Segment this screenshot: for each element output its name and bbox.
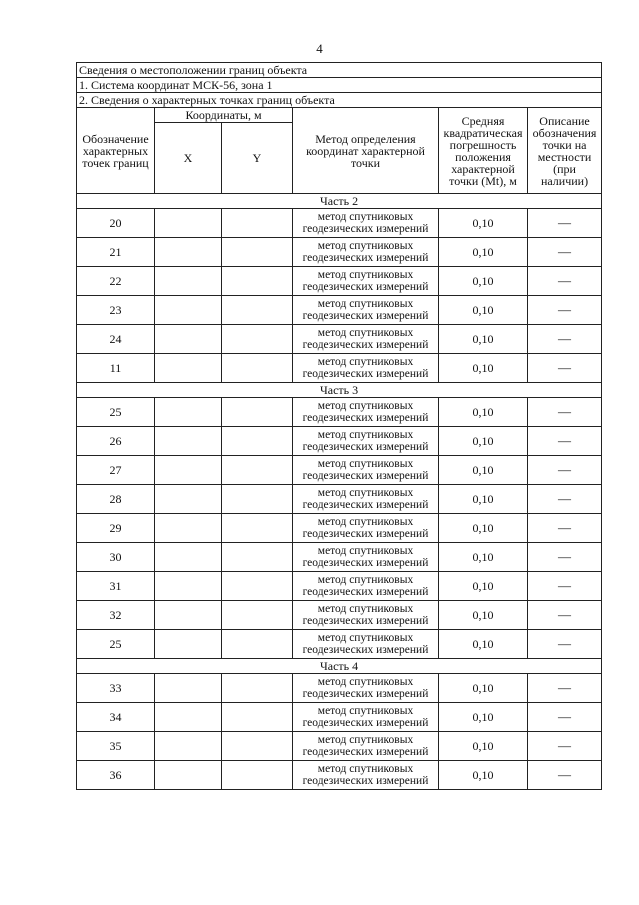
point-number: 30	[77, 543, 155, 572]
table-row	[77, 427, 602, 456]
description-cell: —	[528, 267, 602, 296]
info-row-coordinate-system	[77, 78, 602, 93]
error-cell: 0,10	[439, 209, 528, 238]
section-row	[77, 194, 602, 209]
point-number: 29	[77, 514, 155, 543]
method-cell: метод спутниковых геодезических измерений	[293, 761, 439, 790]
error-cell: 0,10	[439, 267, 528, 296]
point-number: 22	[77, 267, 155, 296]
table-row	[77, 514, 602, 543]
coordinate-x	[155, 209, 222, 238]
coordinate-y	[222, 674, 293, 703]
coordinate-y	[222, 703, 293, 732]
description-cell: —	[528, 209, 602, 238]
point-number: 28	[77, 485, 155, 514]
point-number: 11	[77, 354, 155, 383]
coordinate-y	[222, 732, 293, 761]
table-row	[77, 325, 602, 354]
description-cell: —	[528, 630, 602, 659]
coordinate-x	[155, 398, 222, 427]
coordinate-y	[222, 572, 293, 601]
coordinate-y	[222, 296, 293, 325]
header-designation: Обозначение характерных точек границ	[77, 108, 155, 194]
point-number: 31	[77, 572, 155, 601]
coordinate-y	[222, 761, 293, 790]
description-cell: —	[528, 572, 602, 601]
method-cell: метод спутниковых геодезических измерений	[293, 732, 439, 761]
header-x: X	[155, 123, 222, 194]
info-row-location	[77, 63, 602, 78]
table-row	[77, 572, 602, 601]
coordinate-y	[222, 456, 293, 485]
method-cell: метод спутниковых геодезических измерений	[293, 238, 439, 267]
section-title: Часть 2	[77, 194, 602, 209]
error-cell: 0,10	[439, 296, 528, 325]
method-cell: метод спутниковых геодезических измерений	[293, 703, 439, 732]
coordinate-y	[222, 630, 293, 659]
error-cell: 0,10	[439, 514, 528, 543]
point-number: 32	[77, 601, 155, 630]
header-row-1	[77, 108, 602, 123]
coordinate-x	[155, 761, 222, 790]
section-row	[77, 659, 602, 674]
coordinate-x	[155, 572, 222, 601]
header-error: Средняя квадратическая погрешность положения характерной точки (Mt), м	[439, 108, 528, 194]
info-location: Сведения о местоположении границ объекта	[77, 63, 602, 78]
method-cell: метод спутниковых геодезических измерений	[293, 209, 439, 238]
description-cell: —	[528, 354, 602, 383]
point-number: 34	[77, 703, 155, 732]
table-row	[77, 485, 602, 514]
section-row	[77, 383, 602, 398]
error-cell: 0,10	[439, 398, 528, 427]
page-number: 4	[316, 41, 323, 56]
table-row	[77, 674, 602, 703]
coordinate-y	[222, 325, 293, 354]
method-cell: метод спутниковых геодезических измерений	[293, 296, 439, 325]
section-title: Часть 4	[77, 659, 602, 674]
method-cell: метод спутниковых геодезических измерений	[293, 514, 439, 543]
section-title: Часть 3	[77, 383, 602, 398]
point-number: 33	[77, 674, 155, 703]
method-cell: метод спутниковых геодезических измерений	[293, 456, 439, 485]
table-row	[77, 238, 602, 267]
method-cell: метод спутниковых геодезических измерений	[293, 485, 439, 514]
method-cell: метод спутниковых геодезических измерений	[293, 543, 439, 572]
coordinate-y	[222, 543, 293, 572]
description-cell: —	[528, 398, 602, 427]
point-number: 25	[77, 398, 155, 427]
coordinate-y	[222, 238, 293, 267]
coordinate-x	[155, 630, 222, 659]
error-cell: 0,10	[439, 238, 528, 267]
header-y: Y	[222, 123, 293, 194]
error-cell: 0,10	[439, 732, 528, 761]
error-cell: 0,10	[439, 456, 528, 485]
point-number: 24	[77, 325, 155, 354]
coordinate-x	[155, 703, 222, 732]
coordinate-x	[155, 601, 222, 630]
coordinate-x	[155, 325, 222, 354]
coordinate-y	[222, 601, 293, 630]
info-points: 2. Сведения о характерных точках границ объекта	[77, 93, 602, 108]
point-number: 26	[77, 427, 155, 456]
boundary-points-table	[76, 62, 602, 790]
coordinate-y	[222, 485, 293, 514]
coordinate-y	[222, 267, 293, 296]
error-cell: 0,10	[439, 572, 528, 601]
coordinate-x	[155, 427, 222, 456]
table-row	[77, 543, 602, 572]
method-cell: метод спутниковых геодезических измерений	[293, 572, 439, 601]
error-cell: 0,10	[439, 485, 528, 514]
coordinate-x	[155, 354, 222, 383]
point-number: 20	[77, 209, 155, 238]
description-cell: —	[528, 601, 602, 630]
info-row-points	[77, 93, 602, 108]
header-coordinates: Координаты, м	[155, 108, 293, 123]
description-cell: —	[528, 543, 602, 572]
point-number: 36	[77, 761, 155, 790]
description-cell: —	[528, 296, 602, 325]
method-cell: метод спутниковых геодезических измерений	[293, 674, 439, 703]
coordinate-x	[155, 238, 222, 267]
info-coordinate-system: 1. Система координат МСК-56, зона 1	[77, 78, 602, 93]
coordinate-x	[155, 485, 222, 514]
coordinate-x	[155, 674, 222, 703]
description-cell: —	[528, 514, 602, 543]
coordinate-y	[222, 398, 293, 427]
coordinate-y	[222, 427, 293, 456]
table-row	[77, 398, 602, 427]
description-cell: —	[528, 761, 602, 790]
coordinate-x	[155, 543, 222, 572]
table-row	[77, 456, 602, 485]
point-number: 21	[77, 238, 155, 267]
table-row	[77, 761, 602, 790]
description-cell: —	[528, 703, 602, 732]
method-cell: метод спутниковых геодезических измерений	[293, 601, 439, 630]
method-cell: метод спутниковых геодезических измерений	[293, 398, 439, 427]
method-cell: метод спутниковых геодезических измерений	[293, 325, 439, 354]
coordinate-x	[155, 456, 222, 485]
coordinate-y	[222, 209, 293, 238]
table-row	[77, 296, 602, 325]
table-row	[77, 630, 602, 659]
description-cell: —	[528, 485, 602, 514]
description-cell: —	[528, 238, 602, 267]
description-cell: —	[528, 456, 602, 485]
point-number: 23	[77, 296, 155, 325]
point-number: 27	[77, 456, 155, 485]
header-description: Описание обозначения точки на местности (при наличии)	[528, 108, 602, 194]
table-row	[77, 267, 602, 296]
coordinate-x	[155, 514, 222, 543]
method-cell: метод спутниковых геодезических измерений	[293, 354, 439, 383]
error-cell: 0,10	[439, 427, 528, 456]
header-method: Метод определения координат характерной точки	[293, 108, 439, 194]
point-number: 35	[77, 732, 155, 761]
table-row	[77, 703, 602, 732]
table-row	[77, 209, 602, 238]
table-row	[77, 732, 602, 761]
method-cell: метод спутниковых геодезических измерений	[293, 267, 439, 296]
coordinate-y	[222, 514, 293, 543]
table-row	[77, 601, 602, 630]
table-row	[77, 354, 602, 383]
error-cell: 0,10	[439, 354, 528, 383]
coordinate-x	[155, 732, 222, 761]
coordinate-x	[155, 267, 222, 296]
method-cell: метод спутниковых геодезических измерений	[293, 630, 439, 659]
point-number: 25	[77, 630, 155, 659]
description-cell: —	[528, 732, 602, 761]
method-cell: метод спутниковых геодезических измерений	[293, 427, 439, 456]
error-cell: 0,10	[439, 761, 528, 790]
coordinate-y	[222, 354, 293, 383]
error-cell: 0,10	[439, 325, 528, 354]
error-cell: 0,10	[439, 674, 528, 703]
error-cell: 0,10	[439, 703, 528, 732]
description-cell: —	[528, 674, 602, 703]
error-cell: 0,10	[439, 601, 528, 630]
error-cell: 0,10	[439, 543, 528, 572]
description-cell: —	[528, 427, 602, 456]
description-cell: —	[528, 325, 602, 354]
coordinate-x	[155, 296, 222, 325]
error-cell: 0,10	[439, 630, 528, 659]
